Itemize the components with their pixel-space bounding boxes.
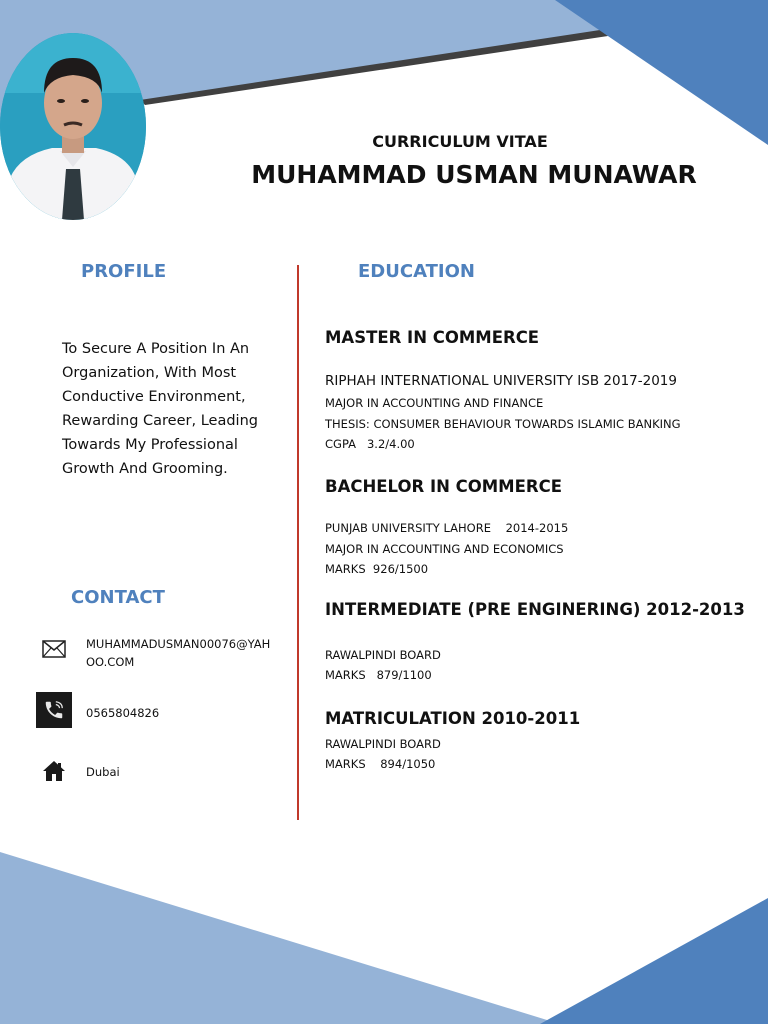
contact-email[interactable]: [86, 635, 286, 671]
education-line: RAWALPINDI BOARD: [325, 648, 441, 662]
education-line: PUNJAB UNIVERSITY LAHORE 2014-2015: [325, 521, 569, 535]
profile-photo: [0, 33, 146, 220]
column-divider: [297, 265, 299, 820]
education-title-intermediate: INTERMEDIATE (PRE ENGINERING) 2012-2013: [325, 600, 745, 619]
education-title-master: MASTER IN COMMERCE: [325, 328, 540, 347]
education-line: MARKS 926/1500: [325, 562, 429, 576]
education-heading: EDUCATION: [358, 261, 475, 282]
contact-location: Dubai: [86, 765, 120, 779]
phone-icon: [36, 692, 72, 728]
home-icon: [36, 753, 72, 789]
contact-email-line2: OO.COM: [86, 655, 135, 669]
top-right-triangle: [555, 0, 768, 145]
bottom-light-band: [0, 852, 560, 1024]
profile-text: To Secure A Position In An Organization, With Most Conductive Environment, Rewarding Career, Leading Towards My Professional Growth And Grooming.: [62, 341, 258, 477]
education-line: CGPA 3.2/4.00: [325, 437, 415, 451]
education-line: RIPHAH INTERNATIONAL UNIVERSITY ISB 2017-2019: [325, 373, 677, 389]
education-title-bachelor: BACHELOR IN COMMERCE: [325, 477, 562, 496]
person-name: MUHAMMAD USMAN MUNAWAR: [251, 160, 697, 189]
education-line: MAJOR IN ACCOUNTING AND ECONOMICS: [325, 542, 564, 556]
education-line: THESIS: CONSUMER BEHAVIOUR TOWARDS ISLAMIC BANKING: [325, 417, 681, 431]
education-line: MARKS 879/1100: [325, 668, 432, 682]
profile-heading: PROFILE: [81, 261, 167, 282]
education-line: MAJOR IN ACCOUNTING AND FINANCE: [325, 396, 544, 410]
contact-heading: CONTACT: [71, 587, 165, 608]
education-line: MARKS 894/1050: [325, 757, 436, 771]
contact-email-line1: MUHAMMADUSMAN00076@YAH: [86, 637, 271, 651]
envelope-icon: [36, 631, 72, 667]
contact-phone[interactable]: 0565804826: [86, 706, 160, 720]
bottom-right-triangle: [540, 898, 768, 1024]
education-line: RAWALPINDI BOARD: [325, 737, 441, 751]
document-label: CURRICULUM VITAE: [372, 132, 548, 151]
education-title-matriculation: MATRICULATION 2010-2011: [325, 709, 581, 728]
